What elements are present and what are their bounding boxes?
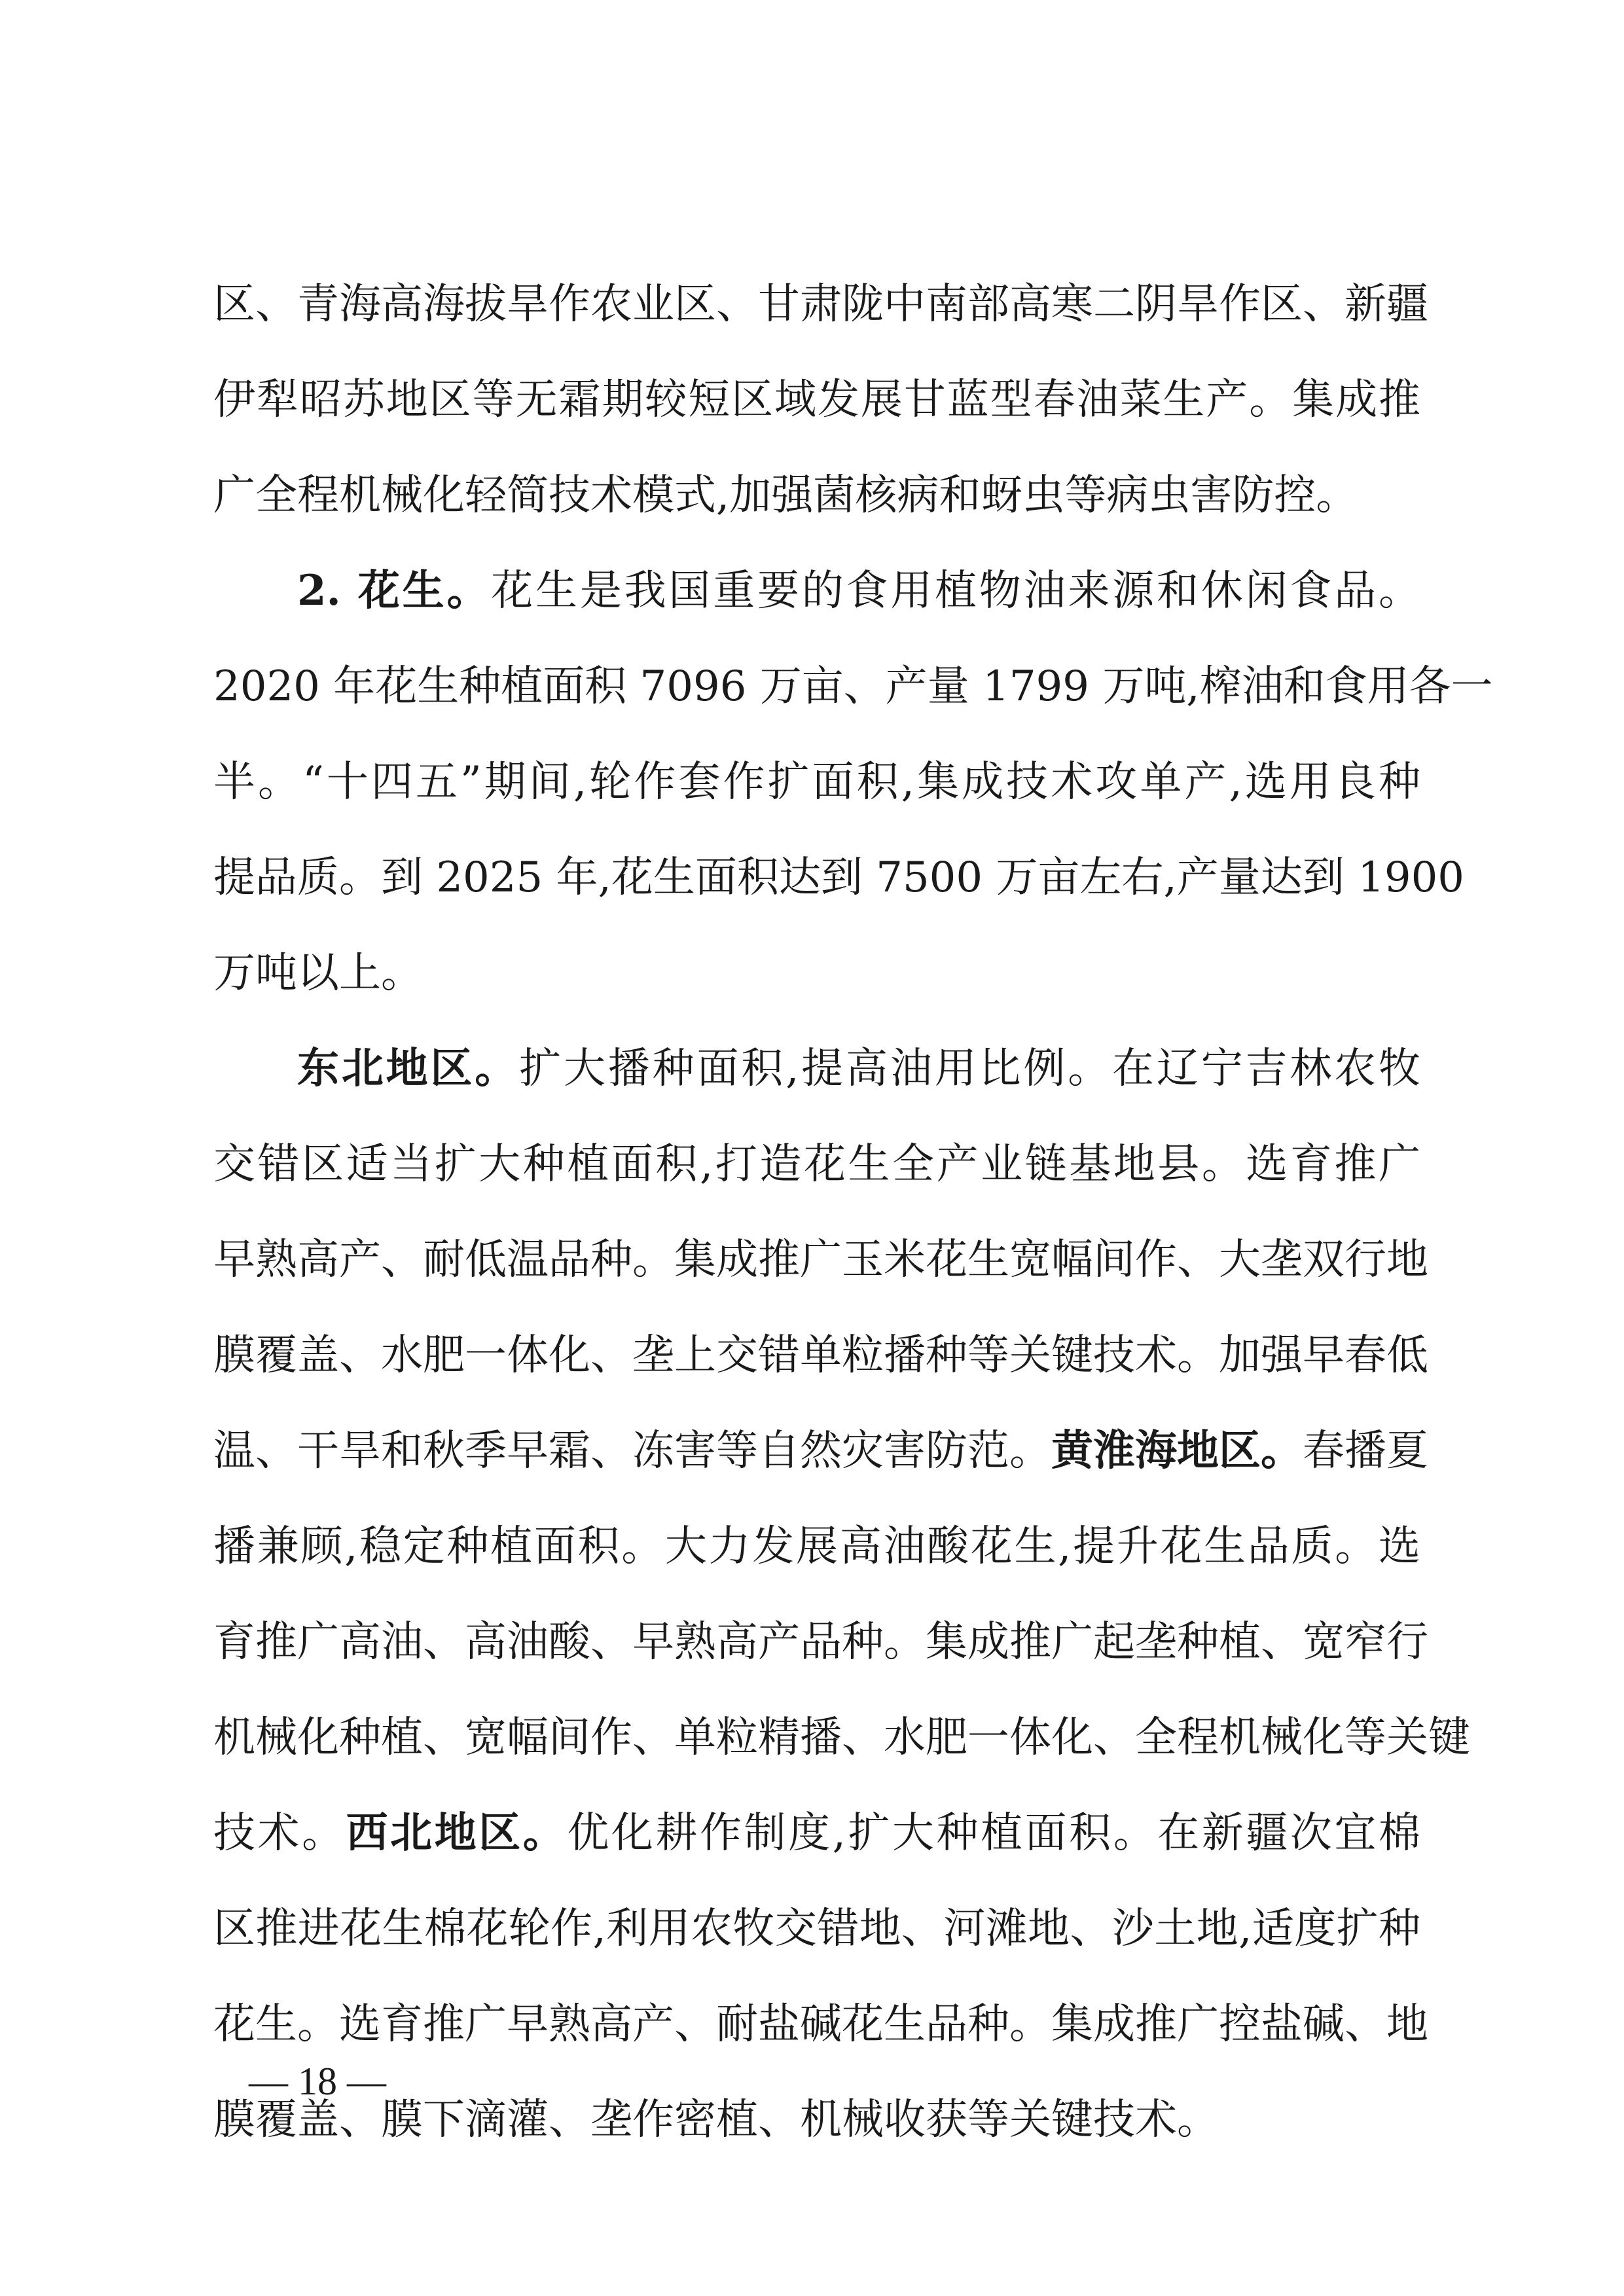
text-line: 区、青海高海拔旱作农业区、甘肃陇中南部高寒二阴旱作区、新疆 [213, 280, 1428, 329]
document-body [213, 257, 1493, 2168]
text-line: 早熟高产、耐低温品种。集成推广玉米花生宽幅间作、大垄双行地 [213, 1236, 1428, 1284]
text-line: 膜覆盖、水肥一体化、垄上交错单粒播种等关键技术。加强早春低 [213, 1331, 1428, 1380]
section-heading-peanut: 2. 花生。 [297, 566, 492, 615]
text-line: 育推广高油、高油酸、早熟高产品种。集成推广起垄种植、宽窄行 [213, 1618, 1428, 1666]
text-line: 技术。西北地区。优化耕作制度,扩大种植面积。在新疆次宜棉 [213, 1808, 1421, 1857]
text-line: 东北地区。扩大播种面积,提高油用比例。在辽宁吉林农牧 [297, 1044, 1421, 1093]
text-line: 膜覆盖、膜下滴灌、垄作密植、机械收获等关键技术。 [213, 2096, 1219, 2144]
text-line: 交错区适当扩大种植面积,打造花生全产业链基地县。选育推广 [213, 1140, 1420, 1189]
region-heading-huanghuaihai: 黄淮海地区。 [1051, 1426, 1303, 1475]
text-line: 2020 年花生种植面积 7096 万亩、产量 1799 万吨,榨油和食用各一 [213, 662, 1493, 711]
text-line: 温、干旱和秋季早霜、冻害等自然灾害防范。黄淮海地区。春播夏 [213, 1426, 1428, 1475]
text-line: 提品质。到 2025 年,花生面积达到 7500 万亩左右,产量达到 1900 [213, 853, 1465, 902]
region-heading-northeast: 东北地区。 [297, 1044, 520, 1093]
text-line: 区推进花生棉花轮作,利用农牧交错地、河滩地、沙土地,适度扩种 [213, 1905, 1420, 1953]
text-line: 万吨以上。 [213, 949, 423, 997]
text-line: 花生。选育推广早熟高产、耐盐碱花生品种。集成推广控盐碱、地 [213, 2000, 1428, 2049]
text-line: 2. 花生。花生是我国重要的食用植物油来源和休闲食品。 [297, 566, 1421, 615]
page-number: — 18 — [249, 2060, 386, 2103]
region-heading-northwest: 西北地区。 [346, 1808, 568, 1857]
text-line: 播兼顾,稳定种植面积。大力发展高油酸花生,提升花生品质。选 [213, 1522, 1420, 1571]
text-line: 机械化种植、宽幅间作、单粒精播、水肥一体化、全程机械化等关键 [213, 1713, 1470, 1762]
text-line: 半。“十四五”期间,轮作套作扩面积,集成技术攻单产,选用良种 [213, 758, 1420, 806]
text-line: 伊犁昭苏地区等无霜期较短区域发展甘蓝型春油菜生产。集成推 [213, 376, 1420, 424]
text-line: 广全程机械化轻简技术模式,加强菌核病和蚜虫等病虫害防控。 [213, 471, 1358, 520]
